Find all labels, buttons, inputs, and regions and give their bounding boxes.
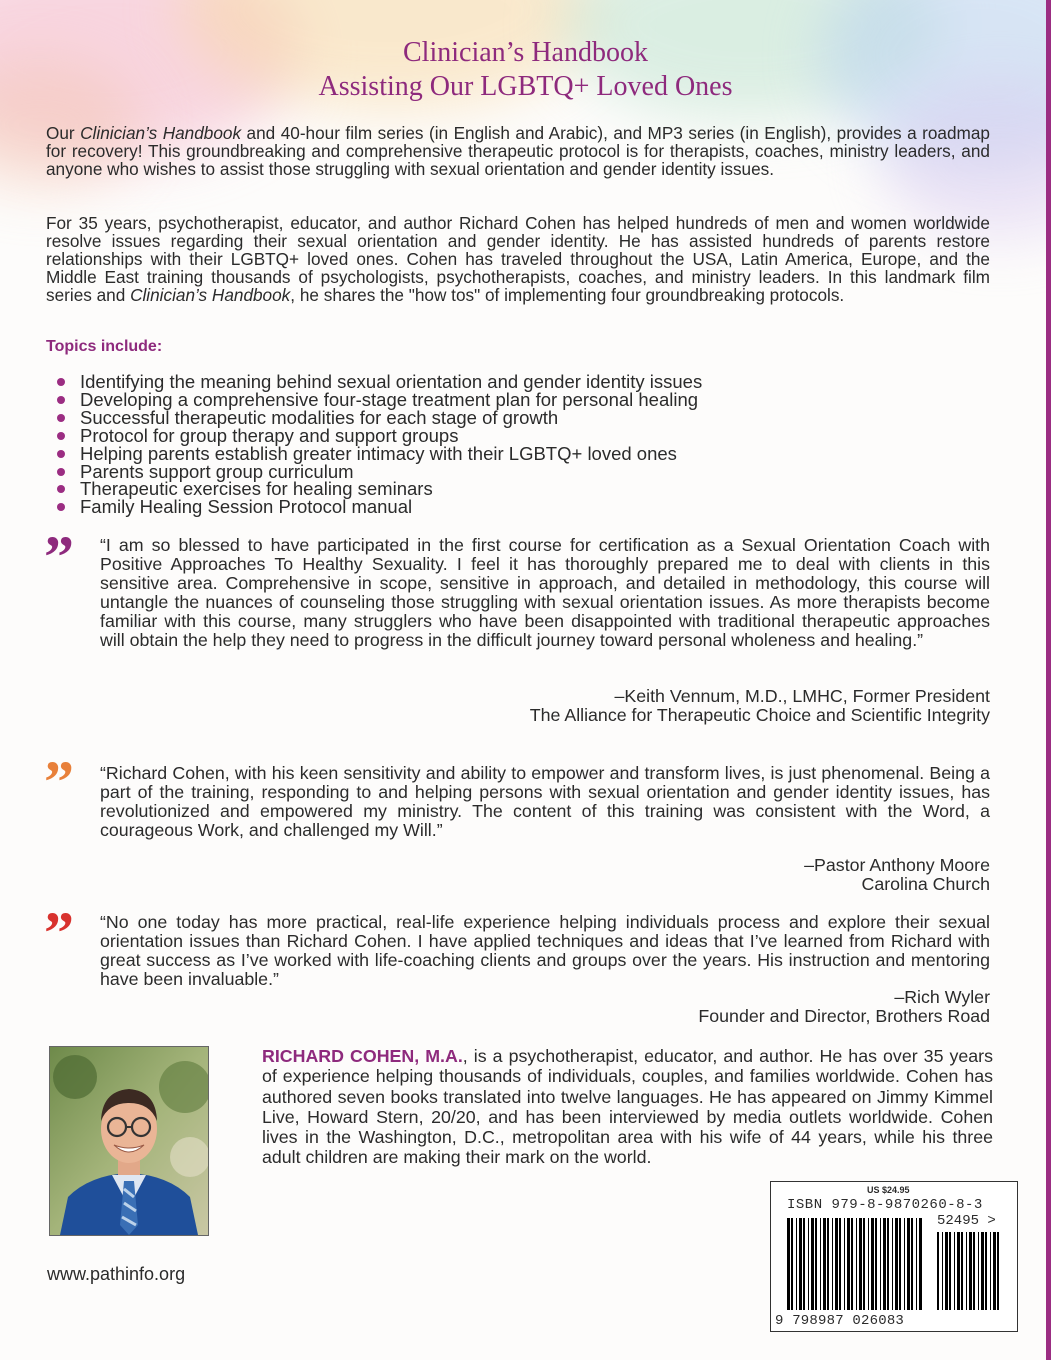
author-name: RICHARD COHEN, M.A. [262, 1046, 463, 1066]
barcode-bar [856, 1218, 857, 1310]
title-line-2: Assisting Our LGBTQ+ Loved Ones [318, 71, 733, 102]
barcode-bar [851, 1218, 853, 1310]
barcode-bar [899, 1218, 901, 1310]
barcode-bar [957, 1232, 960, 1310]
barcode-bar [839, 1218, 841, 1310]
testimonial-quote: “No one today has more practical, real-life experience helping individuals process and explore their sexual orientation issues than Richard Cohen. I have applied techniques and ideas that I’ve learned from Richard with great success as I’ve worked with life-coaching clients and groups over the years. His instruction and mentoring have been invaluable.” [100, 912, 990, 989]
barcode-bar [973, 1232, 975, 1310]
barcode-bar [863, 1218, 865, 1310]
testimonial-quote: “I am so blessed to have participated in the first course for certification as a Sexual Orientation Coach with Positive Approaches To Healthy Sexuality. I feel it has thoroughly prepared me to deal with clients in this sensitive area. Comprehensive in scope, sensitive in approach, and detailed in methodology, this course will untangle the nuances of counseling those struggling with sexual orientation issues. As more therapists become familiar with this course, many strugglers who have been disappointed with traditional therapeutic approaches will obtain the help they need to progress in the difficult journey toward personal wholeness and healing.” [100, 535, 990, 650]
barcode-bar [868, 1218, 869, 1310]
list-item: Developing a comprehensive four-stage treatment plan for personal healing [54, 391, 702, 409]
barcode-bar [949, 1232, 951, 1310]
barcode-bar [835, 1218, 838, 1310]
barcode-bar [892, 1218, 893, 1310]
list-item: Identifying the meaning behind sexual orientation and gender identity issues [54, 373, 702, 391]
topics-list [54, 373, 702, 516]
price-label: US $24.95 [867, 1185, 910, 1195]
barcode-bar [859, 1218, 862, 1310]
testimonial-org: Founder and Director, Brothers Road [698, 1006, 990, 1026]
testimonial-author: –Pastor Anthony Moore [804, 855, 990, 875]
barcode-bar [815, 1218, 817, 1310]
barcode-bar [880, 1218, 881, 1310]
ean-number: 9 798987 026083 [775, 1313, 905, 1329]
barcode-bar [871, 1218, 874, 1310]
barcode-bar [787, 1218, 790, 1310]
barcode-bar [937, 1232, 939, 1310]
barcode-bar [985, 1232, 987, 1310]
barcode-bar [875, 1218, 877, 1310]
barcode-bar [904, 1218, 905, 1310]
barcode-bar [907, 1218, 910, 1310]
barcode-bar [997, 1232, 999, 1310]
testimonial-attribution [698, 988, 990, 1026]
barcode-bar [966, 1232, 967, 1310]
barcode-bar [844, 1218, 845, 1310]
testimonial-quote: “Richard Cohen, with his keen sensitivity and ability to empower and transform lives, is just phenomenal. Being a part of the training, responding to and helping persons with sexual orientation and gender identity issues, has revolutionized and empowered my ministry. The content of this training was consistent with the Word, a courageous Work, and challenged my Will.” [100, 763, 990, 840]
barcode-bar [954, 1232, 955, 1310]
testimonial-org: The Alliance for Therapeutic Choice and Scientific Integrity [529, 705, 990, 725]
barcode-bar [945, 1232, 948, 1310]
barcode-bar [978, 1232, 979, 1310]
page-title [0, 36, 1051, 104]
barcode-bar [942, 1232, 943, 1310]
intro-paragraph-2: For 35 years, psychotherapist, educator, and author Richard Cohen has helped hundreds of men and women worldwide resolve issues regarding their sexual orientation and gender identity. He has assisted hundreds of parents restore relationships with their LGBTQ+ loved ones. Cohen has traveled throughout the USA, Latin America, Europe, and the Middle East training thousands of psychologists, psychotherapists, coaches, and ministry leaders. In this landmark film series and Clinician’s Handbook, he shares the "how tos" of implementing four groundbreaking protocols. [46, 213, 990, 305]
list-item: Therapeutic exercises for healing seminars [54, 480, 702, 498]
list-item: Family Healing Session Protocol manual [54, 498, 702, 516]
price-addon-code: 52495 > [937, 1213, 996, 1229]
barcode-bar [887, 1218, 889, 1310]
barcode-bars [771, 1182, 1017, 1331]
list-item: Helping parents establish greater intimacy with their LGBTQ+ loved ones [54, 445, 702, 463]
barcode-bar [993, 1232, 996, 1310]
author-bio: RICHARD COHEN, M.A., is a psychotherapist, educator, and author. He has over 35 years of experience helping thousands of individuals, couples, and families worldwide. Cohen has authored seven books translated into twelve languages. He has appeared on Jimmy Kimmel Live, Howard Stern, 20/20, and has been interviewed by media outlets worldwide. Cohen lives in the Washington, D.C., metropolitan area with his wife of 44 years, while his three adult children are making their mark on the world. [262, 1046, 993, 1168]
intro-paragraph-1: Our Clinician’s Handbook and 40-hour film series (in English and Arabic), and MP3 series (in English), provides a roadmap for recovery! This groundbreaking and comprehensive therapeutic protocol is for therapists, coaches, ministry leaders, and anyone who wishes to assist those struggling with sexual orientation and gender identity issues. [46, 123, 990, 179]
list-item: Successful therapeutic modalities for each stage of growth [54, 409, 702, 427]
barcode-bar [803, 1218, 805, 1310]
barcode-bar [796, 1218, 797, 1310]
testimonial-org: Carolina Church [861, 874, 990, 894]
title-line-1: Clinician’s Handbook [403, 37, 648, 68]
testimonial-attribution [530, 687, 990, 725]
author-photo [49, 1046, 209, 1236]
barcode-bar [799, 1218, 802, 1310]
testimonial-attribution [804, 856, 990, 894]
quote-mark-icon: ” [44, 524, 70, 590]
barcode-bar [827, 1218, 829, 1310]
barcode-bar [832, 1218, 833, 1310]
barcode-bar [990, 1232, 991, 1310]
barcode-bar [847, 1218, 850, 1310]
barcode-bar [969, 1232, 972, 1310]
isbn-number: ISBN 979-8-9870260-8-3 [787, 1197, 983, 1213]
testimonial-author: –Keith Vennum, M.D., LMHC, Former President [614, 686, 990, 706]
quote-mark-icon: ” [44, 749, 70, 815]
barcode-bar [808, 1218, 809, 1310]
barcode-bar [911, 1218, 913, 1310]
list-item: Protocol for group therapy and support groups [54, 427, 702, 445]
topics-heading: Topics include: [46, 338, 163, 355]
barcode-bar [823, 1218, 826, 1310]
edge-stripe [1046, 0, 1051, 1360]
testimonial-author: –Rich Wyler [894, 987, 990, 1007]
barcode-bar [895, 1218, 898, 1310]
barcode-bar [883, 1218, 886, 1310]
list-item: Parents support group curriculum [54, 463, 702, 481]
website-link[interactable]: www.pathinfo.org [47, 1264, 186, 1284]
barcode-bar [961, 1232, 963, 1310]
author-portrait-illustration [50, 1047, 208, 1235]
barcode-bar [981, 1232, 984, 1310]
barcode-bar [791, 1218, 793, 1310]
quote-mark-icon: ” [44, 900, 70, 966]
isbn-barcode [770, 1181, 1018, 1332]
barcode-bar [820, 1218, 821, 1310]
barcode-bar [916, 1218, 917, 1310]
barcode-bar [919, 1218, 922, 1310]
barcode-bar [811, 1218, 814, 1310]
